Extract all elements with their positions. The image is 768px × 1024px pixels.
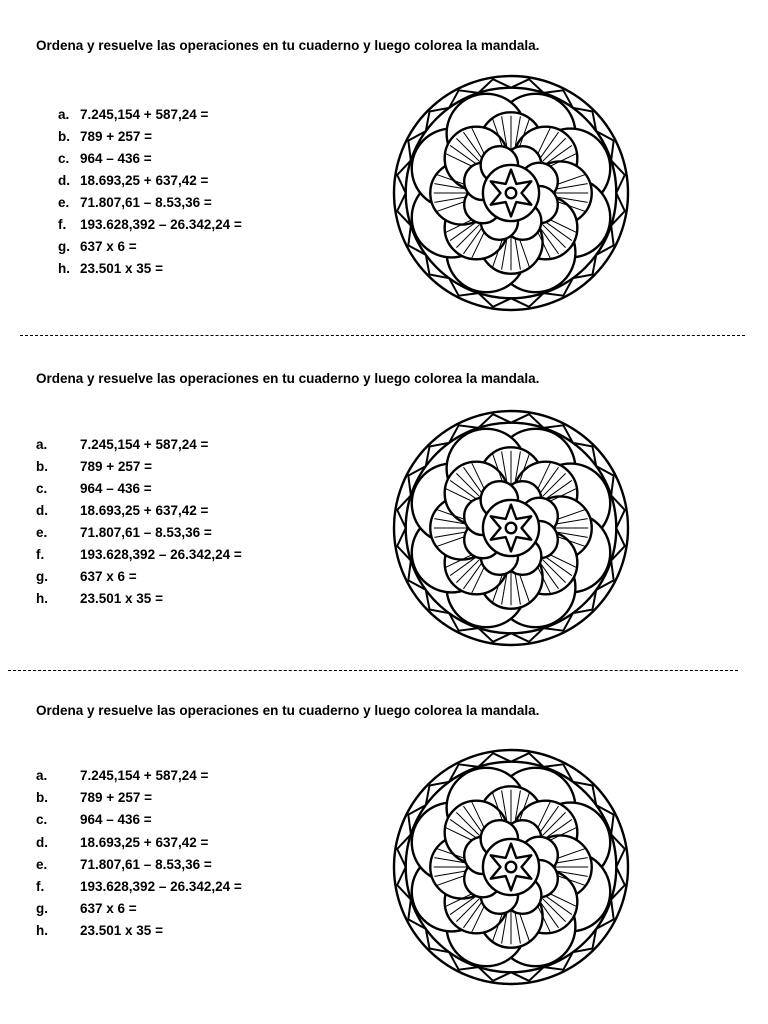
operation-expression: 193.628,392 – 26.342,24 = [80, 879, 242, 894]
operation-expression: 18.693,25 + 637,42 = [80, 173, 209, 188]
dashed-cut-line [8, 670, 738, 671]
operation-letter: b. [36, 459, 48, 474]
operation-letter: d. [36, 503, 48, 518]
operation-letter: d. [36, 834, 48, 850]
operation-letter: g. [36, 901, 48, 917]
operation-expression: 23.501 x 35 = [80, 261, 163, 276]
operation-letter: a. [58, 107, 70, 122]
operation-letter: b. [58, 129, 70, 144]
operation-expression: 789 + 257 = [80, 790, 153, 806]
operation-letter: c. [36, 812, 48, 828]
operation-item [0, 787, 320, 809]
operation-expression: 7.245,154 + 587,24 = [80, 107, 209, 122]
operation-letter: e. [36, 525, 48, 540]
operation-expression: 193.628,392 – 26.342,24 = [80, 547, 242, 562]
operation-expression: 18.693,25 + 637,42 = [80, 834, 209, 850]
operation-expression: 7.245,154 + 587,24 = [80, 768, 209, 783]
operation-expression: 23.501 x 35 = [80, 591, 163, 606]
operation-letter: c. [58, 151, 70, 166]
operation-letter: f. [36, 547, 45, 562]
operation-letter: h. [58, 261, 70, 276]
mandala-center-dot [506, 862, 517, 873]
operation-letter: h. [36, 923, 48, 939]
operation-letter: g. [58, 239, 70, 254]
operation-letter: a. [36, 768, 48, 783]
operation-letter: a. [36, 437, 48, 452]
operation-item [0, 898, 320, 920]
dashed-cut-line [20, 335, 745, 336]
operation-expression: 193.628,392 – 26.342,24 = [80, 217, 242, 232]
operation-expression: 637 x 6 = [80, 901, 137, 917]
operation-letter: e. [36, 856, 48, 872]
operation-expression: 71.807,61 – 8.53,36 = [80, 195, 212, 210]
mandala-illustration [390, 746, 632, 988]
operation-expression: 7.245,154 + 587,24 = [80, 437, 209, 452]
operation-expression: 789 + 257 = [80, 129, 153, 144]
operation-expression: 964 – 436 = [80, 151, 152, 166]
operation-expression: 18.693,25 + 637,42 = [80, 503, 209, 518]
operation-letter: f. [58, 217, 67, 232]
mandala-group [394, 750, 628, 984]
operation-letter: g. [36, 569, 48, 584]
operation-expression: 71.807,61 – 8.53,36 = [80, 856, 212, 872]
section-instruction: Ordena y resuelve las operaciones en tu cuaderno y luego colorea la mandala. [36, 703, 540, 718]
operation-expression: 789 + 257 = [80, 459, 153, 474]
operation-letter: f. [36, 879, 45, 894]
operation-expression: 23.501 x 35 = [80, 923, 163, 939]
operation-item [0, 809, 320, 831]
operation-expression: 637 x 6 = [80, 239, 137, 254]
operation-item [0, 854, 320, 876]
operation-expression: 637 x 6 = [80, 569, 137, 584]
section-instruction: Ordena y resuelve las operaciones en tu cuaderno y luego colorea la mandala. [36, 371, 540, 386]
operation-expression: 964 – 436 = [80, 481, 152, 496]
operation-item [0, 920, 320, 942]
operation-item [0, 832, 320, 854]
section-instruction: Ordena y resuelve las operaciones en tu cuaderno y luego colorea la mandala. [36, 38, 540, 53]
operation-item [0, 765, 320, 787]
operation-letter: h. [36, 591, 48, 606]
operation-letter: e. [58, 195, 70, 210]
operation-letter: c. [36, 481, 48, 496]
operation-expression: 964 – 436 = [80, 812, 152, 828]
mandala-svg [390, 746, 632, 988]
operation-letter: b. [36, 790, 48, 806]
operation-expression: 71.807,61 – 8.53,36 = [80, 525, 212, 540]
operation-letter: d. [58, 173, 70, 188]
operation-item [0, 876, 320, 898]
